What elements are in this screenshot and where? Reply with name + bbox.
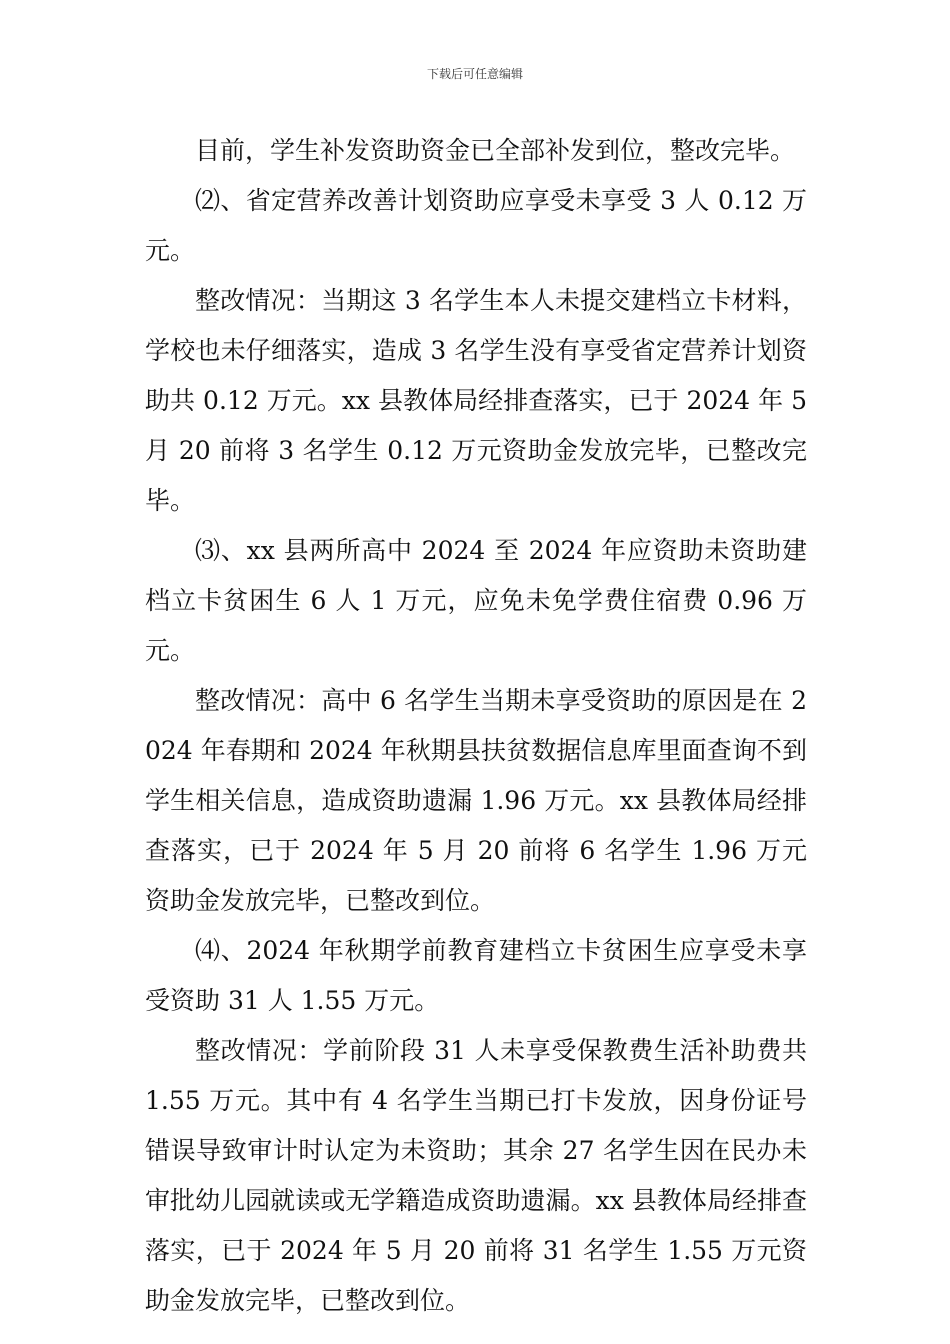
paragraph-1: 目前，学生补发资助资金已全部补发到位，整改完毕。 xyxy=(195,136,796,165)
paragraph-3: 整改情况：当期这 3 名学生本人未提交建档立卡材料，学校也未仔细落实，造成 3 名学生没有享受省定营养计划资助共 0.12 万元。xx 县教体局经排查落实，已于 2024 年 5 月 20 前将 3 名学生 0.12 万元资助金发放完毕，已整改完毕。 xyxy=(145,286,807,515)
paragraph-5: 整改情况：高中 6 名学生当期未享受资助的原因是在 2024 年春期和 2024 年秋期县扶贫数据信息库里面查询不到学生相关信息，造成资助遗漏 1.96 万元。xx 县教体局经排查落实，已于 2024 年 5 月 20 前将 6 名学生 1.96 万元资助金发放完毕，已整改到位。 xyxy=(145,686,807,915)
page-header: 下载后可任意编辑 xyxy=(426,67,523,81)
paragraph-2: ⑵、省定营养改善计划资助应享受未享受 3 人 0.12 万元。 xyxy=(145,186,807,265)
paragraph-7: 整改情况：学前阶段 31 人未享受保教费生活补助费共 1.55 万元。其中有 4 名学生当期已打卡发放，因身份证号错误导致审计时认定为未资助；其余 27 名学生因在民办未审批幼儿园就读或无学籍造成资助遗漏。xx 县教体局经排查落实，已于 2024 年 5 月 20 前将 31 名学生 1.55 万元资助金发放完毕，已整改到位。 xyxy=(145,1036,807,1315)
paragraph-6: ⑷、2024 年秋期学前教育建档立卡贫困生应享受未享受资助 31 人 1.55 万元。 xyxy=(145,936,807,1015)
document-body xyxy=(145,126,807,1326)
paragraph-4: ⑶、xx 县两所高中 2024 至 2024 年应资助未资助建档立卡贫困生 6 人 1 万元，应免未免学费住宿费 0.96 万元。 xyxy=(145,536,807,665)
